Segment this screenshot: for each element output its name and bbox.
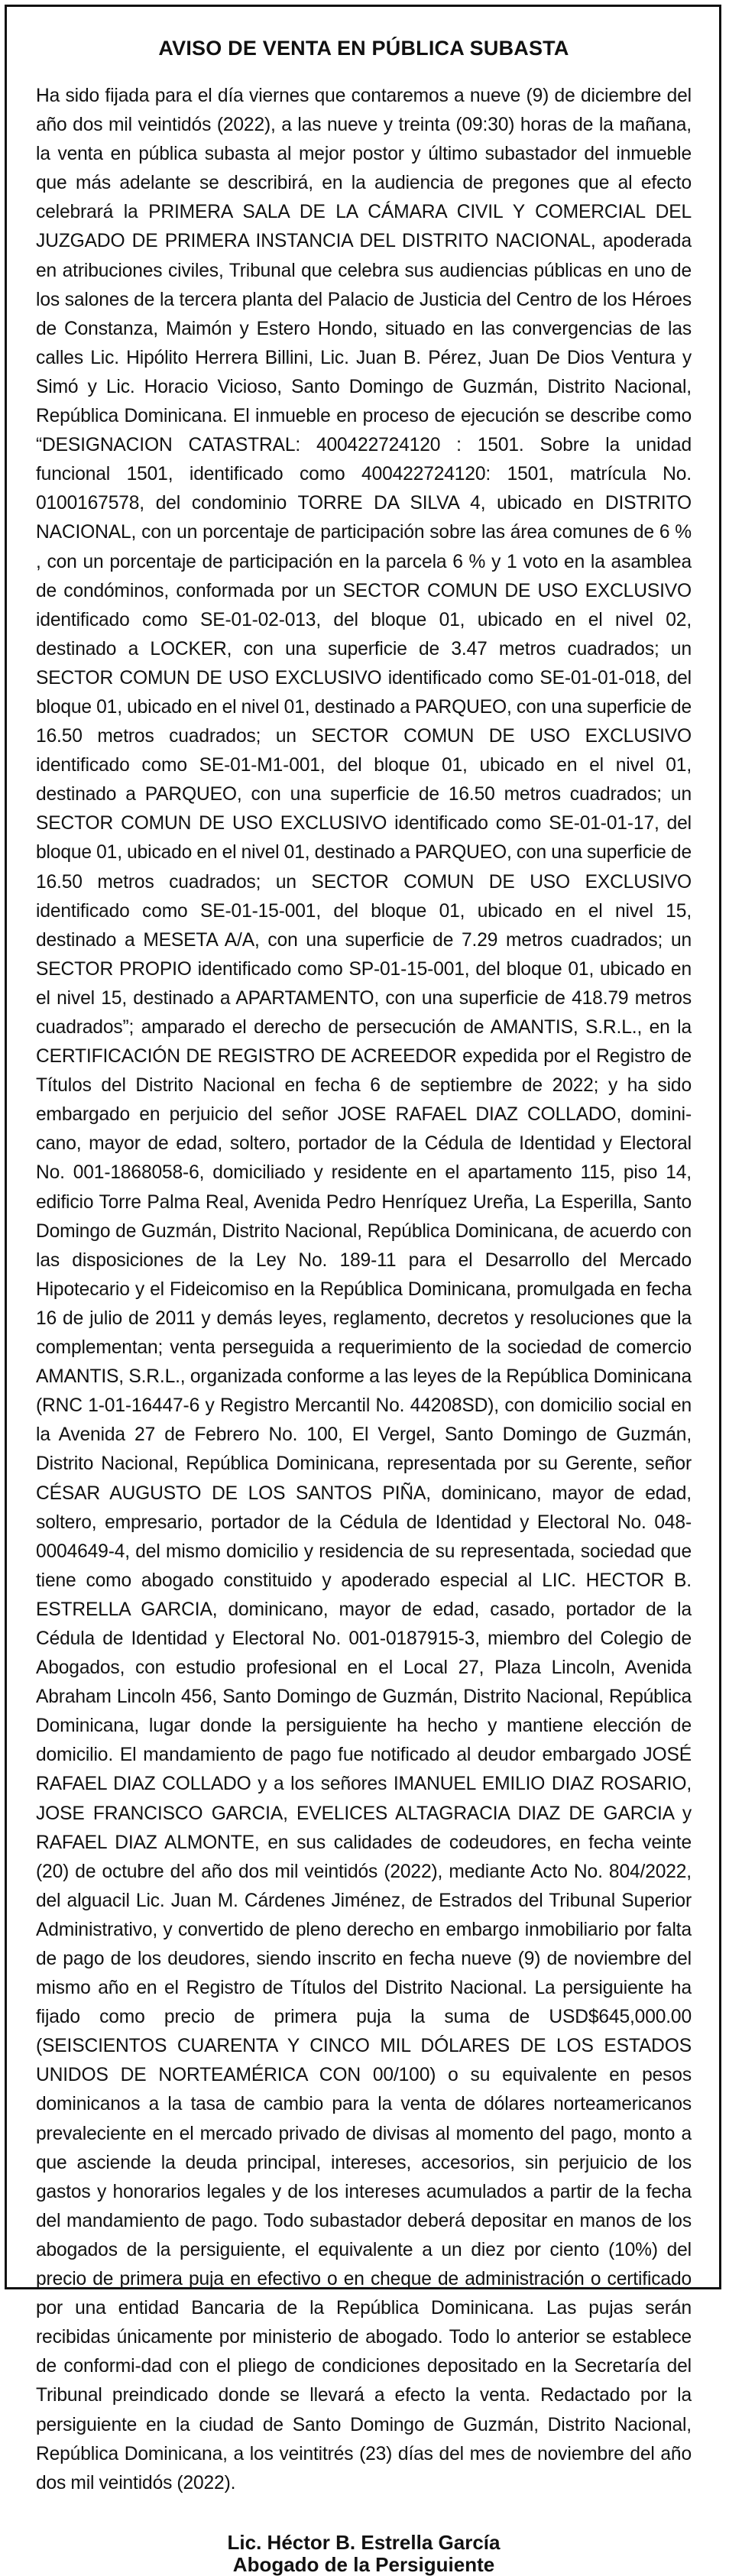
notice-title: AVISO DE VENTA EN PÚBLICA SUBASTA [158, 37, 569, 60]
signature-role: Abogado de la Persiguiente [232, 2552, 495, 2576]
signature-name: Lic. Héctor B. Estrella García [227, 2530, 501, 2554]
legal-notice [5, 5, 721, 2576]
signature-block [36, 2532, 692, 2576]
notice-body: Ha sido fijada para el día viernes que contaremos a nueve (9) de diciembre del año dos mil veintidós (2022), a las nueve y treinta (09:30) horas de la mañana, la venta en pública subasta al mejor postor y último subastador del inmueble que más adelante se describirá, en la audiencia de pregones que al efecto celebrará la PRIMERA SALA DE LA CÁMARA CIVIL Y COMERCIAL DEL JUZGADO DE PRIMERA INSTANCIA DEL DISTRITO NACIONAL, apoderada en atribuciones civiles, Tribunal que celebra sus audiencias públicas en uno de los salones de la tercera planta del Palacio de Justicia del Centro de los Héroes de Constanza, Maimón y Estero Hondo, situado en las convergencias de las calles Lic. Hipólito Herrera Billini, Lic. Juan B. Pérez, Juan De Dios Ventura y Simó y Lic. Horacio Vicioso, Santo Domingo de Guzmán, Distrito Nacional, República Dominicana. El inmueble en proceso de ejecución se describe como “DESIGNACION CATASTRAL: 400422724120 : 1501. Sobre la unidad funcional 1501, identificado como 400422724120: 1501, matrícula No. 0100167578, del condominio TORRE DA SILVA 4, ubicado en DISTRITO NACIONAL, con un porcentaje de participación sobre las área comunes de 6 % , con un porcentaje de participación en la parcela 6 % y 1 voto en la asamblea de condóminos, conformada por un SECTOR COMUN DE USO EXCLUSIVO identificado como SE-01-02-013, del bloque 01, ubicado en el nivel 02, destinado a LOCKER, con una superficie de 3.47 metros cuadrados; un SECTOR COMUN DE USO EXCLUSIVO identificado como SE-01-01-018, del bloque 01, ubicado en el nivel 01, destinado a PARQUEO, con una superficie de 16.50 metros cuadrados; un SECTOR COMUN DE USO EXCLUSIVO identificado como SE-01-M1-001, del bloque 01, ubicado en el nivel 01, destinado a PARQUEO, con una superficie de 16.50 metros cuadrados; un SECTOR COMUN DE USO EXCLUSIVO identificado como SE-01-01-17, del bloque 01, ubicado en el nivel 01, destinado a PARQUEO, con una superficie de 16.50 metros cuadrados; un SECTOR COMUN DE USO EXCLUSIVO identificado como SE-01-15-001, del bloque 01, ubicado en el nivel 15, destinado a MESETA A/A, con una superficie de 7.29 metros cuadrados; un SECTOR PROPIO identificado como SP-01-15-001, del bloque 01, ubicado en el nivel 15, destinado a APARTAMENTO, con una superficie de 418.79 metros cuadrados”; amparado el derecho de persecución de AMANTIS, S.R.L., en la CERTIFICACIÓN DE REGISTRO DE ACREEDOR expedida por el Registro de Títulos del Distrito Nacional en fecha 6 de septiembre de 2022; y ha sido embargado en perjuicio del señor JOSE RAFAEL DIAZ COLLADO, domini-cano, mayor de edad, soltero, portador de la Cédula de Identidad y Electoral No. 001-1868058-6, domiciliado y residente en el apartamento 115, piso 14, edificio Torre Palma Real, Avenida Pedro Henríquez Ureña, La Esperilla, Santo Domingo de Guzmán, Distrito Nacional, República Dominicana, de acuerdo con las disposiciones de la Ley No. 189-11 para el Desarrollo del Mercado Hipotecario y el Fideicomiso en la República Dominicana, promulgada en fecha 16 de julio de 2011 y demás leyes, reglamento, decretos y resoluciones que la complementan; venta perseguida a requerimiento de la sociedad de comercio AMANTIS, S.R.L., organizada conforme a las leyes de la República Dominicana (RNC 1-01-16447-6 y Registro Mercantil No. 44208SD), con domicilio social en la Avenida 27 de Febrero No. 100, El Vergel, Santo Domingo de Guzmán, Distrito Nacional, República Dominicana, representada por su Gerente, señor CÉSAR AUGUSTO DE LOS SANTOS PIÑA, dominicano, mayor de edad, soltero, empresario, portador de la Cédula de Identidad y Electoral No. 048-0004649-4, del mismo domicilio y residencia de su representada, sociedad que tiene como abogado constituido y apoderado especial al LIC. HECTOR B. ESTRELLA GARCIA, dominicano, mayor de edad, casado, portador de la Cédula de Identidad y Electoral No. 001-0187915-3, miembro del Colegio de Abogados, con estudio profesional en el Local 27, Plaza Lincoln, Avenida Abraham Lincoln 456, Santo Domingo de Guzmán, Distrito Nacional, República Dominicana, lugar donde la persiguiente ha hecho y mantiene elección de domicilio. El mandamiento de pago fue notificado al deudor embargado JOSÉ RAFAEL DIAZ COLLADO y a los señores IMANUEL EMILIO DIAZ ROSARIO, JOSE FRANCISCO GARCIA, EVELICES ALTAGRACIA DIAZ DE GARCIA y RAFAEL DIAZ ALMONTE, en sus calidades de codeudores, en fecha veinte (20) de octubre del año dos mil veintidós (2022), mediante Acto No. 804/2022, del alguacil Lic. Juan M. Cárdenes Jiménez, de Estrados del Tribunal Superior Administrativo, y convertido de pleno derecho en embargo inmobiliario por falta de pago de los deudores, siendo inscrito en fecha nueve (9) de noviembre del mismo año en el Registro de Títulos del Distrito Nacional. La persiguiente ha fijado como precio de primera puja la suma de USD$645,000.00 (SEISCIENTOS CUARENTA Y CINCO MIL DÓLARES DE LOS ESTADOS UNIDOS DE NORTEAMÉRICA CON 00/100) o su equivalente en pesos dominicanos a la tasa de cambio para la venta de dólares norteamericanos prevaleciente en el mercado privado de divisas al momento del pago, monto a que asciende la deuda principal, intereses, accesorios, sin perjuicio de los gastos y honorarios legales y de los intereses acumulados a partir de la fecha del mandamiento de pago. Todo subastador deberá depositar en manos de los abogados de la persiguiente, el equivalente a un diez por ciento (10%) del precio de primera puja en efectivo o en cheque de administración o certificado por una entidad Bancaria de la República Dominicana. Las pujas serán recibidas únicamente por ministerio de abogado. Todo lo anterior se establece de conformi-dad con el pliego de condiciones depositado en la Secretaría del Tribunal preindicado donde se llevará a efecto la venta. Redactado por la persiguiente en la ciudad de Santo Domingo de Guzmán, Distrito Nacional, República Dominicana, a los veintitrés (23) días del mes de noviembre del año dos mil veintidós (2022). [36, 86, 692, 2493]
